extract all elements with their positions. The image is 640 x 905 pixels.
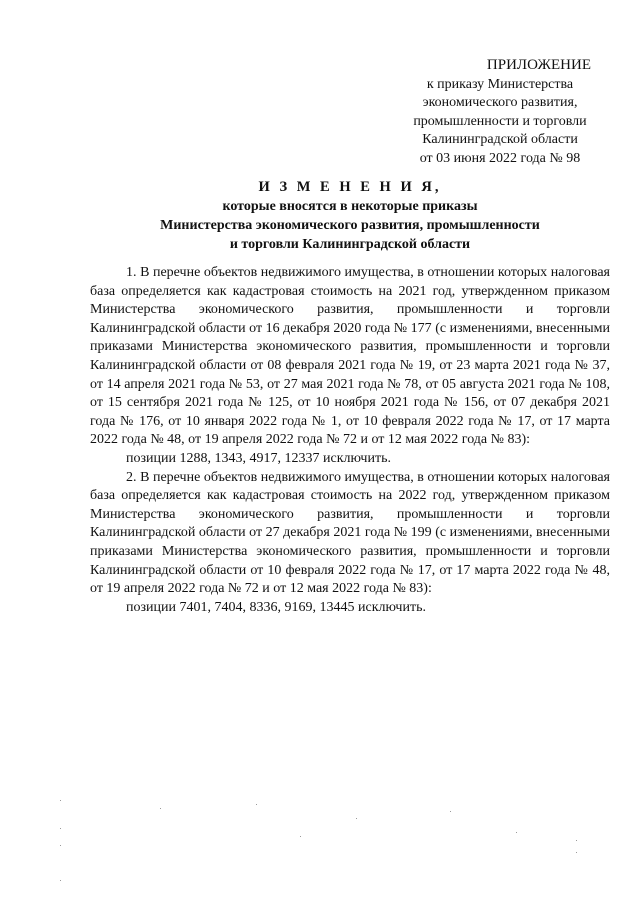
heading-line: которые вносятся в некоторые приказы: [222, 199, 478, 214]
document-heading: [90, 178, 610, 254]
heading-title: И З М Е Н Е Н И Я,: [258, 179, 442, 195]
appendix-title: ПРИЛОЖЕНИЕ: [486, 57, 591, 73]
section-item: позиции 7401, 7404, 8336, 9169, 13445 исключить.: [126, 599, 426, 615]
appendix-block: [380, 56, 600, 168]
section-paragraph: 2. В перечне объектов недвижимого имущества, в отношении которых налоговая база определяется как кадастровая стоимость на 2022 год, утвержденном приказом Министерства экономического развития, промышленности и торговли Калининградской области от 27 декабря 2021 года № 199 (с изменениями, внесенными приказами Министерства экономического развития, промышленности и торговли Калининградской области от 10 февраля 2022 года № 17, от 17 марта 2022 года № 48, от 19 апреля 2022 года № 72 и от 12 мая 2022 года № 83):: [90, 469, 610, 597]
appendix-line: экономического развития,: [422, 95, 578, 110]
section-item: позиции 1288, 1343, 4917, 12337 исключить.: [126, 450, 391, 466]
heading-line: Министерства экономического развития, промышленности: [160, 218, 540, 233]
appendix-line: от 03 июня 2022 года № 98: [419, 150, 581, 166]
document-body: [90, 264, 610, 617]
appendix-line: промышленности и торговли: [413, 113, 587, 129]
appendix-line: Калининградской области: [422, 132, 578, 147]
appendix-line: к приказу Министерства: [426, 76, 574, 92]
heading-line: и торговли Калининградской области: [229, 237, 471, 252]
section-paragraph: 1. В перечне объектов недвижимого имущества, в отношении которых налоговая база определяется как кадастровая стоимость на 2021 год, утвержденном приказом Министерства экономического развития, промышленности и торговли Калининградской области от 16 декабря 2020 года № 177 (с изменениями, внесенными приказами Министерства экономического развития, промышленности и торговли Калининградской области от 08 февраля 2021 года № 19, от 23 марта 2021 года № 37, от 14 апреля 2021 года № 53, от 27 мая 2021 года № 78, от 05 августа 2021 года № 108, от 15 сентября 2021 года № 125, от 10 ноября 2021 года № 156, от 07 декабря 2021 года № 176, от 10 января 2022 года № 1, от 10 февраля 2022 года № 17, от 17 марта 2022 года № 48, от 19 апреля 2022 года № 72 и от 12 мая 2022 года № 83):: [90, 265, 610, 448]
